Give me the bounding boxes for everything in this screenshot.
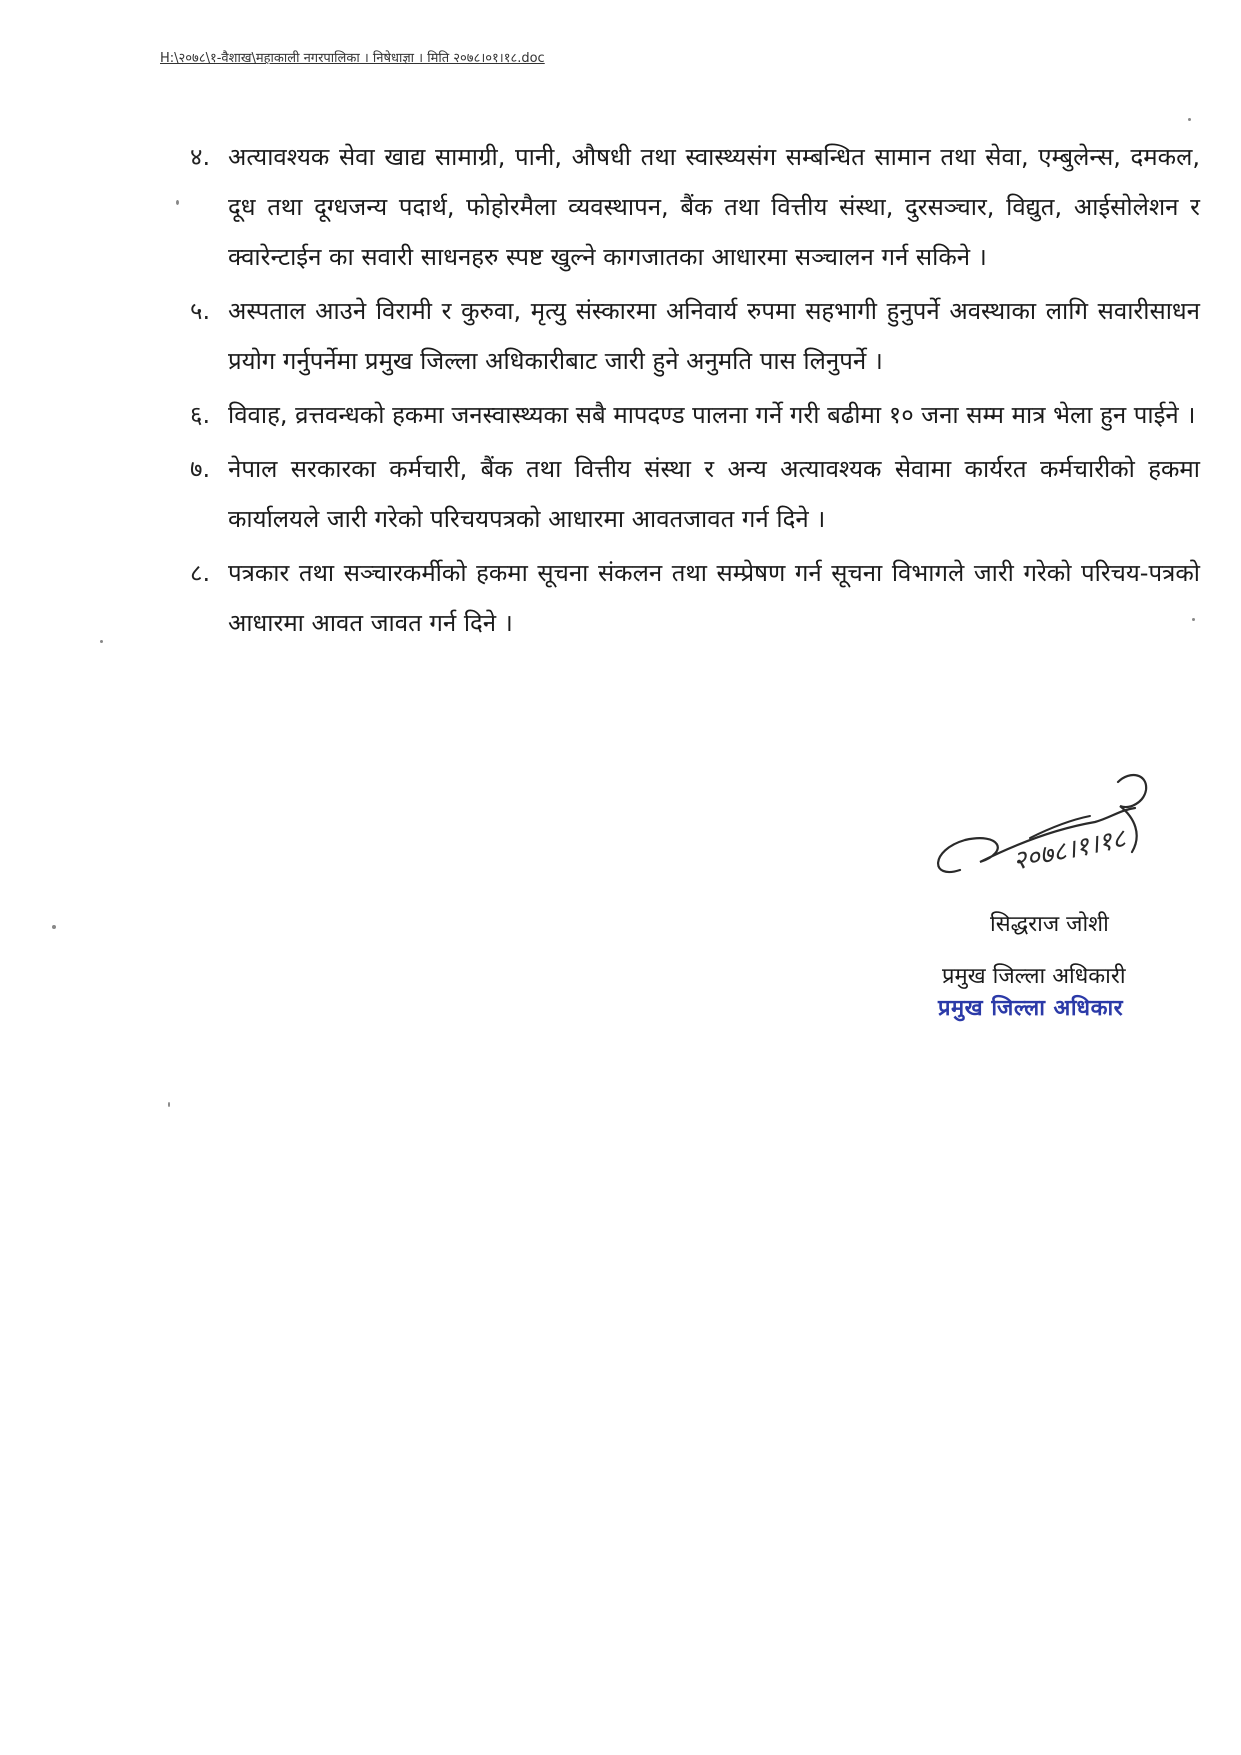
item-text: विवाह, व्रत्तवन्धको हकमा जनस्वास्थ्यका सबै मापदण्ड पालना गर्ने गरी बढीमा १० जना सम्म मात्र भेला हुन पाईने । [228,401,1196,429]
signer-title: प्रमुख जिल्ला अधिकारी [942,964,1126,989]
item-text: पत्रकार तथा सञ्चारकर्मीको हकमा सूचना संकलन तथा सम्प्रेषण गर्न सूचना विभागले जारी गरेको परिचय-पत्रको आधारमा आवत जावत गर्न दिने । [228,559,1200,637]
item-number: ६. [190,401,211,429]
file-path-header: H:\२०७८\१-वैशाख\महाकाली नगरपालिका । निषेधाज्ञा । मिति २०७८।०१।१८.doc [160,51,545,66]
item-number: ५. [190,297,211,325]
signer-name: सिद्धराज जोशी [990,912,1109,937]
scan-speck [176,200,179,205]
list-item [190,444,1200,544]
notice-items-list [190,132,1200,652]
item-number: ७. [190,455,211,483]
list-item [190,390,1200,440]
item-number: ४. [190,143,211,171]
item-text: नेपाल सरकारका कर्मचारी, बैंक तथा वित्तीय संस्था र अन्य अत्यावश्यक सेवामा कार्यरत कर्मचारीको हकमा कार्यालयले जारी गरेको परिचयपत्रको आधारमा आवतजावत गर्न दिने । [228,455,1200,533]
handwritten-date: २०७८।१।१८ [1010,823,1129,877]
item-text: अत्यावश्यक सेवा खाद्य सामाग्री, पानी, औषधी तथा स्वास्थ्यसंग सम्बन्धित सामान तथा सेवा, एम्बुलेन्स, दमकल, दूध तथा दूग्धजन्य पदार्थ, फोहोरमैला व्यवस्थापन, बैंक तथा वित्तीय संस्था, दुरसञ्चार, विद्युत, आईसोलेशन र क्वारेन्टाईन का सवारी साधनहरु स्पष्ट खुल्ने कागजातका आधारमा सञ्चालन गर्न सकिने । [228,143,1200,271]
item-number: ८. [190,559,211,587]
scan-speck [100,640,103,643]
signature-block [900,740,1210,1040]
list-item [190,132,1200,282]
scan-speck [1188,118,1191,121]
scan-speck [52,925,56,929]
list-item [190,548,1200,648]
handwritten-signature [920,740,1200,900]
scan-speck [1192,618,1195,621]
office-stamp: प्रमुख जिल्ला अधिकार [938,996,1124,1021]
scan-speck [168,1102,170,1107]
item-text: अस्पताल आउने विरामी र कुरुवा, मृत्यु संस्कारमा अनिवार्य रुपमा सहभागी हुनुपर्ने अवस्थाका लागि सवारीसाधन प्रयोग गर्नुपर्नेमा प्रमुख जिल्ला अधिकारीबाट जारी हुने अनुमति पास लिनुपर्ने । [228,297,1200,375]
list-item [190,286,1200,386]
